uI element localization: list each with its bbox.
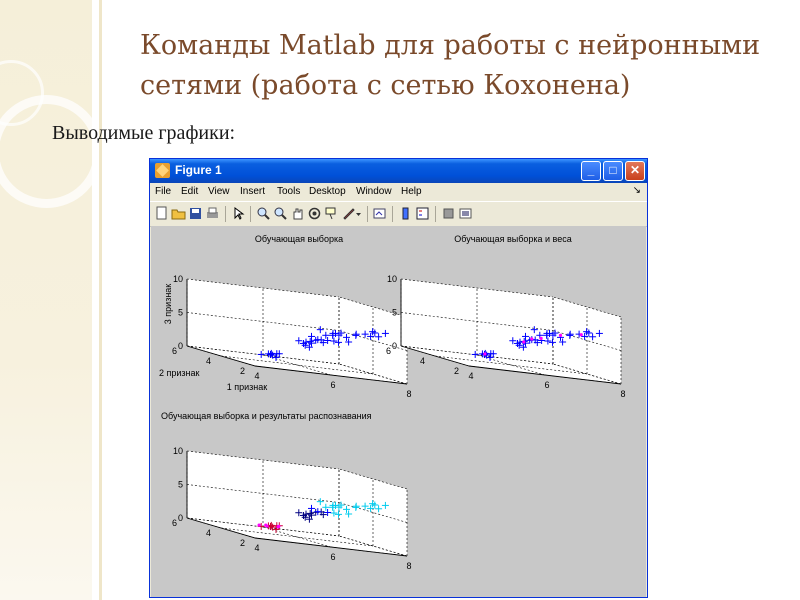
y-tick-label: 2 bbox=[239, 538, 245, 548]
menu-window[interactable]: Window bbox=[356, 186, 392, 197]
toolbar-separator bbox=[367, 206, 368, 222]
x-tick-label: 4 bbox=[468, 371, 474, 381]
chart-training-set-and-recognition-results bbox=[161, 411, 412, 571]
zoom-in-icon[interactable] bbox=[256, 206, 271, 221]
menu-view[interactable]: View bbox=[208, 186, 230, 197]
data-point-dot bbox=[530, 337, 533, 340]
pointer-icon[interactable] bbox=[231, 206, 246, 221]
open-icon[interactable] bbox=[171, 206, 186, 221]
chart-training-set-and-weights bbox=[386, 234, 626, 399]
y-tick-label: 2 bbox=[239, 366, 245, 376]
chart-title: Обучающая выборка и веса bbox=[454, 234, 572, 244]
chart-title: Обучающая выборка и результаты распознавания bbox=[161, 411, 372, 421]
save-icon[interactable] bbox=[188, 206, 203, 221]
z-axis-label: 3 признак bbox=[163, 283, 173, 325]
decorative-vertical-line bbox=[99, 0, 102, 600]
x-axis-label: 1 признак bbox=[226, 382, 268, 392]
new-figure-icon[interactable] bbox=[154, 206, 169, 221]
x-tick-label: 8 bbox=[406, 561, 412, 571]
data-point-dot bbox=[277, 525, 280, 528]
toolbar-separator bbox=[225, 206, 226, 222]
legend-icon[interactable] bbox=[415, 206, 430, 221]
plots-canvas bbox=[151, 226, 646, 597]
y-tick-label: 4 bbox=[205, 356, 211, 366]
zoom-out-icon[interactable] bbox=[273, 206, 288, 221]
data-point-dot bbox=[258, 524, 261, 527]
rotate-icon[interactable] bbox=[307, 206, 322, 221]
data-point-dot bbox=[540, 337, 543, 340]
close-button[interactable]: ✕ bbox=[625, 161, 645, 181]
window-title-bar[interactable] bbox=[150, 159, 647, 183]
window-title: Figure 1 bbox=[175, 163, 222, 177]
menu-overflow-arrow-icon[interactable]: ↘ bbox=[632, 185, 641, 196]
data-point-dot bbox=[264, 524, 267, 527]
hide-tools-icon[interactable] bbox=[441, 206, 456, 221]
z-tick-label: 10 bbox=[172, 446, 183, 456]
y-tick-label: 6 bbox=[171, 346, 177, 356]
x-tick-label: 6 bbox=[330, 552, 336, 562]
data-cursor-icon[interactable] bbox=[324, 206, 339, 221]
print-icon[interactable] bbox=[205, 206, 220, 221]
data-point-dot bbox=[580, 333, 583, 336]
brush-icon[interactable] bbox=[341, 206, 356, 221]
menu-file[interactable]: File bbox=[155, 186, 172, 197]
figure-toolbar bbox=[150, 201, 647, 227]
slide-title: Команды Matlab для работы с нейронными сетями (работа с сетью Кохонена) bbox=[140, 30, 761, 101]
menu-tools[interactable]: Tools bbox=[277, 186, 301, 197]
colorbar-icon[interactable] bbox=[398, 206, 413, 221]
toolbar-separator bbox=[435, 206, 436, 222]
data-point-dot bbox=[483, 352, 486, 355]
z-tick-label: 5 bbox=[177, 479, 183, 490]
show-tools-icon[interactable] bbox=[458, 206, 473, 221]
z-tick-label: 10 bbox=[386, 274, 397, 284]
y-tick-label: 6 bbox=[171, 518, 177, 528]
z-tick-label: 5 bbox=[177, 307, 183, 318]
y-tick-label: 2 bbox=[453, 366, 459, 376]
z-tick-label: 0 bbox=[391, 341, 397, 351]
menu-help[interactable]: Help bbox=[401, 186, 422, 197]
z-tick-label: 10 bbox=[172, 274, 183, 284]
z-tick-label: 0 bbox=[177, 513, 183, 523]
menu-insert[interactable]: Insert bbox=[240, 186, 266, 197]
x-tick-label: 4 bbox=[254, 371, 260, 381]
menu-bar bbox=[150, 183, 647, 201]
y-tick-label: 4 bbox=[419, 356, 425, 366]
x-tick-label: 6 bbox=[544, 380, 550, 390]
data-point-dot bbox=[559, 334, 562, 337]
z-tick-label: 0 bbox=[177, 341, 183, 351]
matlab-figure-window bbox=[149, 158, 648, 598]
chart-training-set bbox=[159, 234, 412, 399]
y-axis-label: 2 признак bbox=[159, 368, 200, 378]
link-icon[interactable] bbox=[372, 206, 387, 221]
x-tick-label: 8 bbox=[406, 389, 412, 399]
maximize-button[interactable]: □ bbox=[603, 161, 623, 181]
minimize-button[interactable]: _ bbox=[581, 161, 601, 181]
y-tick-label: 6 bbox=[385, 346, 391, 356]
brush-dropdown-icon[interactable] bbox=[355, 206, 363, 221]
toolbar-separator bbox=[392, 206, 393, 222]
toolbar-separator bbox=[250, 206, 251, 222]
menu-desktop[interactable]: Desktop bbox=[309, 186, 346, 197]
figure-plot-area[interactable] bbox=[151, 226, 646, 597]
y-tick-label: 4 bbox=[205, 528, 211, 538]
chart-title: Обучающая выборка bbox=[254, 234, 344, 244]
menu-edit[interactable]: Edit bbox=[181, 186, 199, 197]
z-tick-label: 5 bbox=[391, 307, 397, 318]
x-tick-label: 8 bbox=[620, 389, 626, 399]
x-tick-label: 4 bbox=[254, 543, 260, 553]
data-point-dot bbox=[522, 340, 525, 343]
pan-icon[interactable] bbox=[290, 206, 305, 221]
matlab-app-icon bbox=[155, 163, 170, 178]
x-tick-label: 6 bbox=[330, 380, 336, 390]
slide-subtitle: Выводимые графики: bbox=[52, 122, 236, 144]
